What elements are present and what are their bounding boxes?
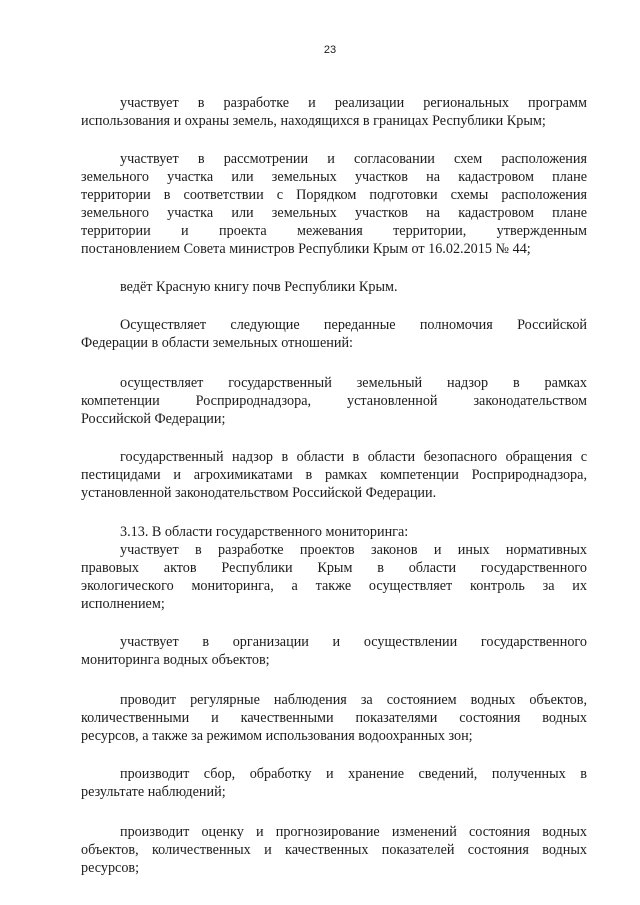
text-line: ресурсов; <box>81 860 140 876</box>
text-line: Федерации в области земельных отношений: <box>81 335 353 351</box>
paragraph <box>81 278 587 296</box>
text-line: использования и охраны земель, находящихся в границах Республики Крым; <box>81 113 546 129</box>
document-body <box>81 94 587 877</box>
paragraph <box>81 541 587 613</box>
paragraph <box>81 823 587 877</box>
page-number: 23 <box>323 44 337 56</box>
text-line: ресурсов, а также за режимом использования водоохранных зон; <box>81 728 473 744</box>
text-line: территории в соответствии с Порядком подготовки схемы расположения <box>81 187 587 203</box>
paragraph <box>81 316 587 352</box>
text-line: участвует в разработке и реализации региональных программ <box>120 95 587 111</box>
paragraph <box>81 765 587 801</box>
paragraph <box>81 150 587 258</box>
text-line: установленной законодательством Российской Федерации. <box>81 485 437 501</box>
text-line: пестицидами и агрохимикатами в рамках компетенции Росприроднадзора, <box>81 467 587 483</box>
text-line: Российской Федерации; <box>81 411 226 427</box>
text-line: Осуществляет следующие переданные полномочия Российской <box>120 317 587 333</box>
text-line: экологического мониторинга, а также осуществляет контроль за их <box>81 578 587 594</box>
text-line: производит сбор, обработку и хранение сведений, полученных в <box>120 766 587 782</box>
paragraph <box>81 633 587 669</box>
text-line: участвует в организации и осуществлении государственного <box>120 634 587 650</box>
text-line: земельного участка или земельных участков на кадастровом плане <box>81 169 587 185</box>
text-line: осуществляет государственный земельный надзор в рамках <box>120 375 587 391</box>
text-line: производит оценку и прогнозирование изменений состояния водных <box>120 824 587 840</box>
text-line: мониторинга водных объектов; <box>81 652 270 668</box>
text-line: объектов, количественных и качественных показателей состояния водных <box>81 842 587 858</box>
text-line: ведёт Красную книгу почв Республики Крым. <box>120 279 398 295</box>
section-heading <box>81 523 587 541</box>
text-line: участвует в рассмотрении и согласовании схем расположения <box>120 151 587 167</box>
text-line: компетенции Росприроднадзора, установленной законодательством <box>81 393 587 409</box>
paragraph <box>81 691 587 745</box>
text-line: государственный надзор в области в области безопасного обращения с <box>120 449 587 465</box>
paragraph <box>81 448 587 502</box>
text-line: исполнением; <box>81 596 165 612</box>
text-line: территории и проекта межевания территории, утвержденным <box>81 223 587 239</box>
paragraph <box>81 94 587 130</box>
text-line: постановлением Совета министров Республики Крым от 16.02.2015 № 44; <box>81 241 531 257</box>
text-line: правовых актов Республики Крым в области государственного <box>81 560 587 576</box>
text-line: проводит регулярные наблюдения за состоянием водных объектов, <box>120 692 587 708</box>
paragraph <box>81 374 587 428</box>
text-line: участвует в разработке проектов законов и иных нормативных <box>120 542 587 558</box>
text-line: 3.13. В области государственного мониторинга: <box>120 524 409 540</box>
text-line: количественными и качественными показателями состояния водных <box>81 710 587 726</box>
text-line: земельного участка или земельных участков на кадастровом плане <box>81 205 587 221</box>
text-line: результате наблюдений; <box>81 784 226 800</box>
